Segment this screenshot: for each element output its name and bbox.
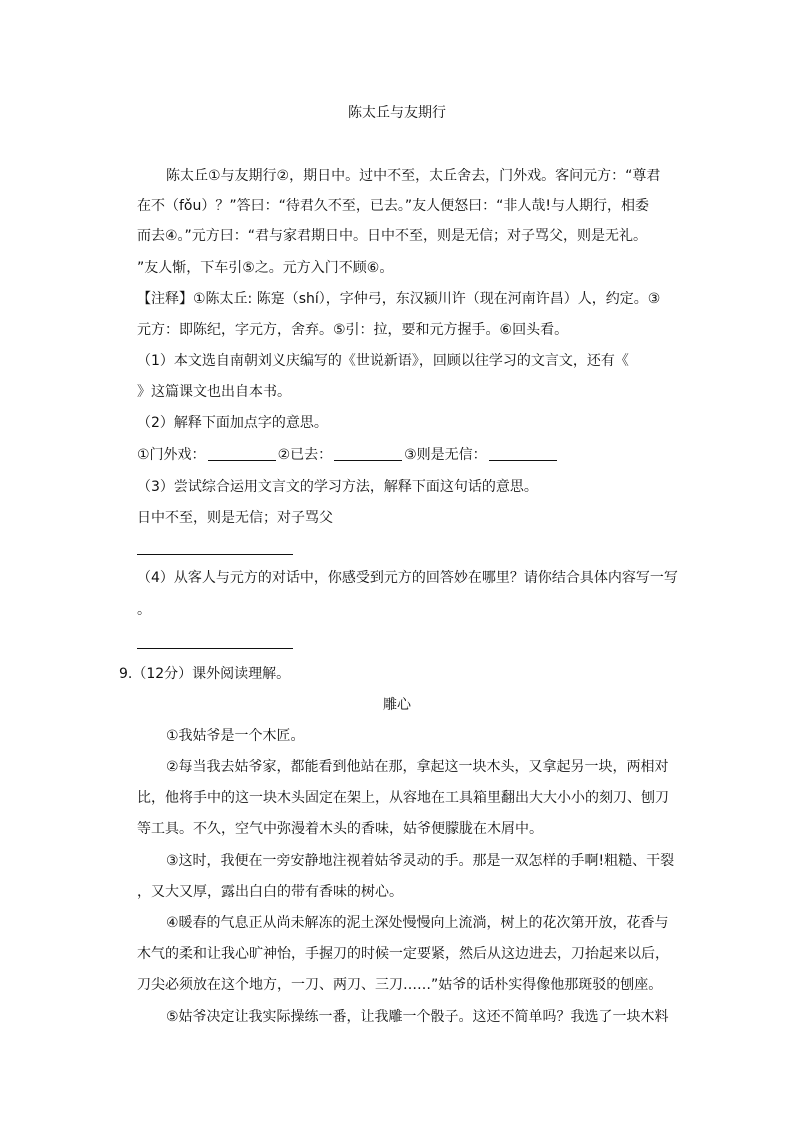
passage-line: ”友人惭，下车引⑤之。元方入门不顾⑥。	[137, 260, 394, 276]
notes-line: 元方：即陈纪，字元方，舍弃。⑤引：拉，要和元方握手。⑥回头看。	[137, 322, 569, 338]
question-1-line: 》这篇课文也出自本书。	[137, 384, 291, 400]
question-9-heading: 9.（12分）课外阅读理解。	[119, 666, 291, 682]
answer-blank[interactable]	[334, 446, 402, 461]
story-paragraph: 木气的柔和让我心旷神怡，手握刀的时候一定要紧，然后从这边进去，刀抬起来以后，	[137, 946, 669, 962]
question-2-item: ②已去：	[277, 447, 333, 463]
question-4-line: （4）从客人与元方的对话中，你感受到元方的回答妙在哪里？请你结合具体内容写一写	[137, 570, 678, 586]
story-title: 雕心	[383, 697, 411, 713]
story-paragraph: ，又大又厚，露出白白的带有香味的树心。	[137, 884, 403, 900]
story-paragraph: ②每当我去姑爷家，都能看到他站在那，拿起这一块木头，又拿起另一块，两相对	[166, 759, 669, 775]
question-4-line: 。	[137, 602, 151, 618]
notes-line: 【注释】①陈太丘: 陈寔（shí），字仲弓，东汉颍川许（现在河南许昌）人，约定。③	[137, 291, 661, 307]
answer-blank[interactable]	[208, 446, 276, 461]
story-paragraph: 等工具。不久，空气中弥漫着木头的香味，姑爷便朦胧在木屑中。	[137, 821, 543, 837]
question-2-item: ①门外戏：	[137, 447, 206, 463]
story-paragraph: ③这时，我便在一旁安静地注视着姑爷灵动的手。那是一双怎样的手啊!粗糙、干裂	[166, 853, 675, 869]
story-paragraph: ①我姑爷是一个木匠。	[166, 728, 305, 744]
answer-blank[interactable]	[489, 446, 557, 461]
story-paragraph: 刀尖必须放在这个地方，一刀、两刀、三刀……”姑爷的话朴实得像他那斑驳的刨座。	[137, 977, 663, 993]
question-2-item: ③则是无信：	[404, 447, 487, 463]
story-paragraph: 比，他将手中的这一块木头固定在架上，从容地在工具箱里翻出大大小小的刻刀、刨刀	[137, 790, 669, 806]
story-paragraph: ⑤姑爷决定让我实际操练一番，让我雕一个骰子。这还不简单吗？我选了一块木料	[166, 1009, 669, 1025]
passage-line: 陈太丘①与友期行②，期日中。过中不至，太丘舍去，门外戏。客问元方：“尊君	[166, 168, 661, 184]
answer-line[interactable]	[137, 554, 293, 555]
question-1-line: （1）本文选自南朝刘义庆编写的《世说新语》，回顾以往学习的文言文，还有《	[137, 353, 629, 369]
story-paragraph: ④暖春的气息正从尚未解冻的泥土深处慢慢向上流淌，树上的花次第开放，花香与	[166, 915, 669, 931]
passage-line: 在不（fǒu）？”答曰：“待君久不至，已去。”友人便怒曰：“非人哉!与人期行，相委	[137, 198, 649, 214]
passage-line: 而去④。”元方曰：“君与家君期日中。日中不至，则是无信；对子骂父，则是无礼。	[137, 228, 648, 244]
page-title: 陈太丘与友期行	[348, 105, 446, 121]
question-3-sentence: 日中不至，则是无信；对子骂父	[137, 510, 333, 526]
question-3-prompt: （3）尝试综合运用文言文的学习方法，解释下面这句话的意思。	[137, 479, 538, 495]
answer-line[interactable]	[137, 648, 293, 649]
question-2-prompt: （2）解释下面加点字的意思。	[137, 415, 328, 431]
question-2-items	[137, 445, 559, 465]
